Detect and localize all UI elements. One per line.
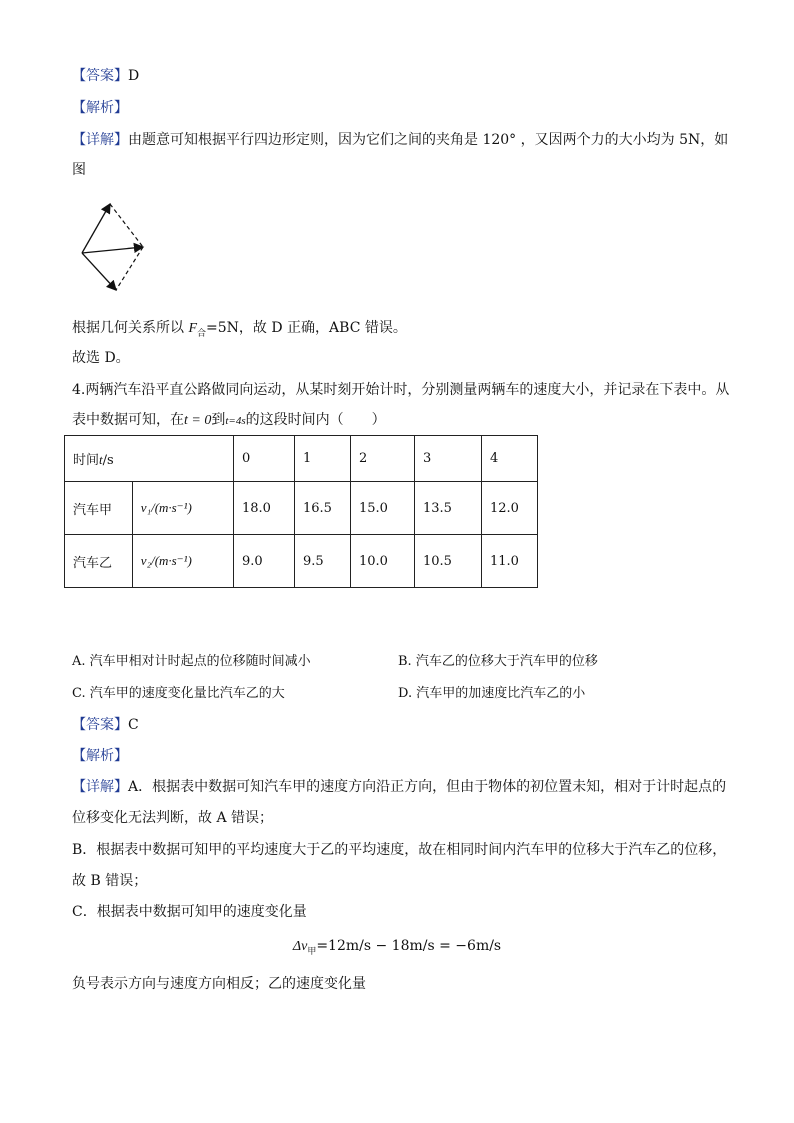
option-d: D. 汽车甲的加速度比汽车乙的小: [398, 686, 586, 701]
time-cell: 4: [482, 436, 538, 482]
value-cell: 11.0: [482, 535, 538, 588]
q3-choose: 故选 D。: [72, 350, 130, 366]
table-row: [65, 482, 538, 535]
time-cell: 1: [295, 436, 351, 482]
q4-detail-a-line2: 位移变化无法判断，故 A 错误；: [72, 810, 274, 826]
value-cell: 10.0: [351, 535, 415, 588]
time-cell: 0: [234, 436, 295, 482]
time-cell: 3: [415, 436, 482, 482]
formula-delta-v: $\Delta v_甲=12m/s - 18m/s = -6m/s$: [292, 938, 502, 957]
q4-detail-b-line2: 故 B 错误；: [72, 873, 148, 889]
q4-stem-line2: 表中数据可知，在t = 0到t=4s的这段时间内（ ）: [72, 412, 386, 428]
option-a: A. 汽车甲相对计时起点的位移随时间减小: [72, 654, 311, 669]
analysis-tag: 【解析】: [72, 100, 128, 116]
value-cell: 16.5: [295, 482, 351, 535]
q4-detail-c-line1: C．根据表中数据可知甲的速度变化量: [72, 904, 307, 920]
option-c: C. 汽车甲的速度变化量比汽车乙的大: [72, 686, 285, 701]
answer-tag: 【答案】: [72, 717, 128, 733]
q4-detail-b-line1: B．根据表中数据可知甲的平均速度大于乙的平均速度，故在相同时间内汽车甲的位移大于汽车乙的位移，: [72, 842, 727, 858]
velocity-table: [64, 435, 538, 588]
q3-detail-line1: [72, 130, 728, 150]
value-cell: 12.0: [482, 482, 538, 535]
force-vector-lower: [82, 253, 116, 290]
dashed-side-upper: [110, 204, 143, 247]
force-parallelogram-diagram: [72, 195, 152, 295]
q3-conclusion: 根据几何关系所以 $F_合=5N$，故 D 正确，ABC 错误。: [72, 320, 407, 339]
resultant-force-sub: 合: [197, 329, 207, 339]
option-b: B. 汽车乙的位移大于汽车甲的位移: [398, 654, 598, 669]
answer-value: C: [128, 717, 139, 733]
q4-answer-line: [72, 715, 139, 735]
value-cell: 18.0: [234, 482, 295, 535]
unit-cell: v₂/(m·s⁻¹): [132, 535, 233, 588]
q3-analysis-tag: [72, 98, 128, 118]
dashed-side-lower: [116, 247, 143, 290]
q4-analysis-tag: [72, 746, 128, 766]
analysis-tag: 【解析】: [72, 748, 128, 764]
answer-tag: 【答案】: [72, 68, 128, 84]
q4-detail-c-line2: 负号表示方向与速度方向相反；乙的速度变化量: [72, 976, 366, 992]
detail-tag: 【详解】: [72, 779, 128, 795]
unit-cell: v₁/(m·s⁻¹): [132, 482, 233, 535]
time-cell: 2: [351, 436, 415, 482]
t-four: t=4s: [225, 415, 246, 427]
table-row: [65, 535, 538, 588]
force-vector-resultant: [82, 247, 143, 253]
q3-answer-line: [72, 66, 139, 86]
table-row: [65, 436, 538, 482]
value-cell: 9.0: [234, 535, 295, 588]
value-cell: 9.5: [295, 535, 351, 588]
detail-tag: 【详解】: [72, 132, 128, 148]
t-zero: t = 0: [184, 413, 212, 428]
car-name-cell: 汽车甲: [65, 482, 133, 535]
answer-value: D: [128, 68, 140, 84]
value-cell: 13.5: [415, 482, 482, 535]
header-time-cell: 时间t/s: [65, 436, 234, 482]
q4-detail-a-line1: 【详解】A．根据表中数据可知汽车甲的速度方向沿正方向，但由于物体的初位置未知，相对于计时起点的: [72, 779, 727, 795]
force-vector-upper: [82, 204, 110, 253]
car-name-cell: 汽车乙: [65, 535, 133, 588]
value-cell: 10.5: [415, 535, 482, 588]
detail-text: 由题意可知根据平行四边形定则，因为它们之间的夹角是 120° ，又因两个力的大小均为 5N，如: [128, 132, 729, 148]
q3-detail-line2: 图: [72, 162, 86, 178]
q4-stem-line1: 4.两辆汽车沿平直公路做同向运动，从某时刻开始计时，分别测量两辆车的速度大小，并记录在下表中。从: [72, 382, 730, 398]
resultant-force-var: F: [188, 321, 198, 336]
value-cell: 15.0: [351, 482, 415, 535]
